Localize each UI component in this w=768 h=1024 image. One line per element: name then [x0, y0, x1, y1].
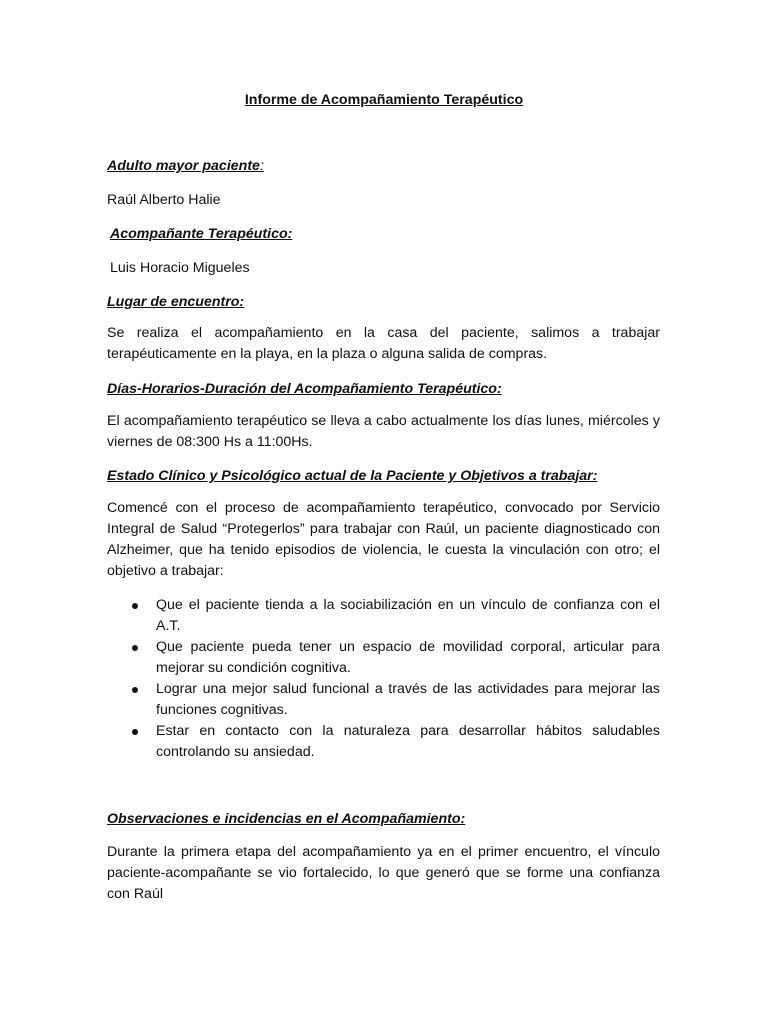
bullet-icon — [132, 687, 138, 693]
bullet-icon — [132, 645, 138, 651]
objective-text: Lograr una mejor salud funcional a través de las actividades para mejorar las funciones cognitivas. — [156, 681, 660, 718]
clinical-text: Comencé con el proceso de acompañamiento terapéutico, convocado por Servicio Integral de Salud “Protegerlos” para trabajar con Raúl, un paciente diagnosticado con Alzheimer, que ha tenido episodios de violencia, le cuesta la vinculación con otro; el objetivo a trabajar: — [107, 500, 660, 579]
objective-text: Estar en contacto con la naturaleza para desarrollar hábitos saludables controlando su ansiedad. — [156, 723, 660, 760]
location-text: Se realiza el acompañamiento en la casa del paciente, salimos a trabajar terapéuticamente en la playa, en la plaza o alguna salida de compras. — [107, 325, 660, 362]
list-item — [107, 637, 660, 679]
schedule-text: El acompañamiento terapéutico se lleva a cabo actualmente los días lunes, miércoles y viernes de 08:300 Hs a 11:00Hs. — [107, 413, 660, 450]
companion-heading: Acompañante Terapéutico: — [110, 226, 293, 242]
list-item — [107, 679, 660, 721]
companion-name: Luis Horacio Migueles — [110, 260, 250, 276]
bullet-icon — [132, 729, 138, 735]
objective-text: Que el paciente tienda a la sociabilización en un vínculo de confianza con el A.T. — [156, 597, 660, 634]
patient-heading — [107, 156, 264, 177]
observations-text: Durante la primera etapa del acompañamiento ya en el primer encuentro, el vínculo paciente-acompañante se vio fortalecido, lo que generó que se forme una confianza con Raúl — [107, 844, 660, 902]
bullet-icon — [132, 603, 138, 609]
observations-heading: Observaciones e incidencias en el Acompañamiento: — [107, 811, 466, 827]
schedule-heading: Días-Horarios-Duración del Acompañamiento Terapéutico: — [107, 381, 502, 397]
clinical-heading: Estado Clínico y Psicológico actual de la Paciente y Objetivos a trabajar: — [107, 468, 598, 484]
list-item — [107, 595, 660, 637]
page-title: Informe de Acompañamiento Terapéutico — [244, 92, 524, 108]
objectives-list — [107, 595, 660, 763]
patient-heading-label: Adulto mayor paciente — [107, 158, 260, 174]
objective-text: Que paciente pueda tener un espacio de movilidad corporal, articular para mejorar su condición cognitiva. — [156, 639, 660, 676]
location-heading: Lugar de encuentro: — [107, 294, 245, 310]
patient-heading-colon: : — [259, 158, 264, 174]
list-item — [107, 721, 660, 763]
patient-name: Raúl Alberto Halie — [107, 192, 221, 208]
